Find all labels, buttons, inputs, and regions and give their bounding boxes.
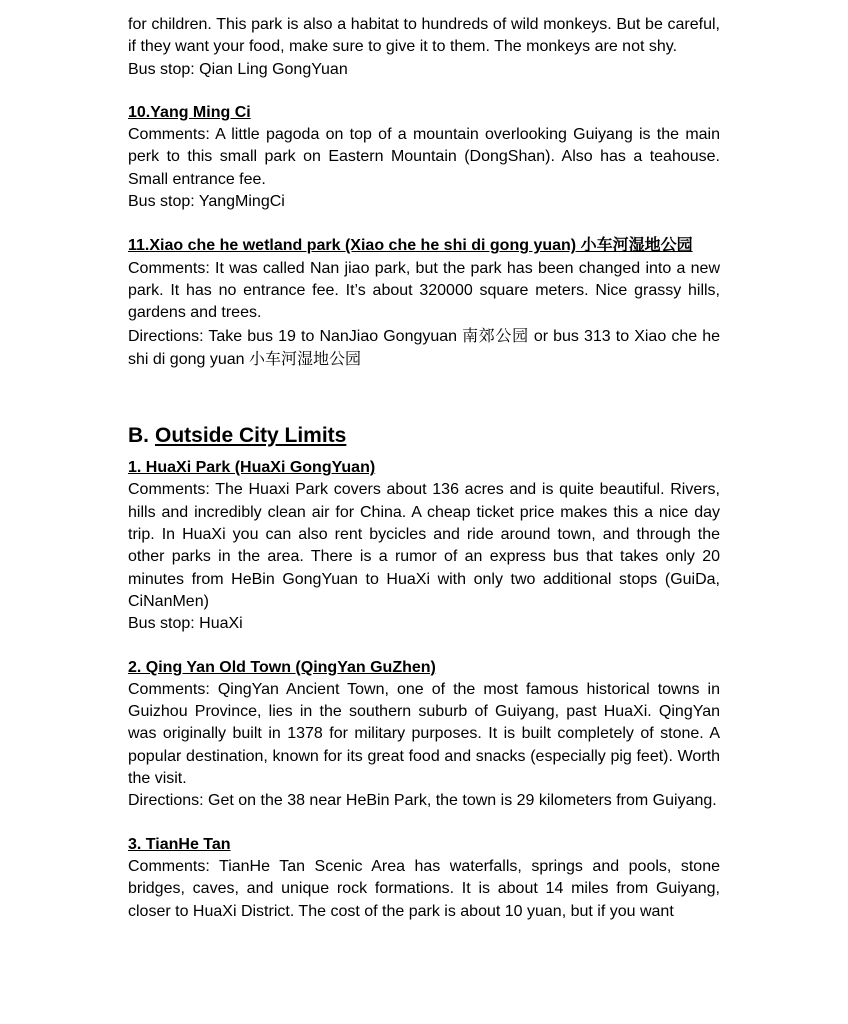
b1-comments: Comments: The Huaxi Park covers about 136 acres and is quite beautiful. Rivers, hills and incredibly clean air for China. A cheap ticket price makes this a nice day trip. In HuaXi you can also rent bycicles and ride around town, and through the other parks in the area. There is a rumor of an express bus that takes only 20 minutes from HeBin GongYuan to HuaXi with only two additional stops (GuiDa, CiNanMen) <box>128 481 720 610</box>
item10-heading <box>128 102 720 124</box>
section-b-title <box>128 423 720 449</box>
section-b-heading-text: Outside City Limits <box>155 424 347 448</box>
item11-directions <box>128 325 720 372</box>
item11-directions-chinese-1: 南郊公园 <box>462 325 529 345</box>
b2-comments: Comments: QingYan Ancient Town, one of the most famous historical towns in Guizhou Province, lies in the southern suburb of Guiyang, past HuaXi. QingYan was originally built in 1378 for military purposes. It is built completely of stone. A popular destination, known for its great food and snacks (especially pig feet). Worth the visit. <box>128 680 720 788</box>
item10-number: 10. <box>128 103 151 121</box>
item10-comments: Comments: A little pagoda on top of a mountain overlooking Guiyang is the main perk to this small park on Eastern Mountain (DongShan). Also has a teahouse. Small entrance fee. <box>128 126 720 188</box>
b3-heading: 3. TianHe Tan <box>128 835 231 853</box>
item10-bus-stop: Bus stop: YangMingCi <box>128 193 285 211</box>
item11-heading <box>128 234 720 257</box>
b2-heading: 2. Qing Yan Old Town (QingYan GuZhen) <box>128 658 436 676</box>
document-page <box>128 14 720 923</box>
item11-title-chinese: 小车河湿地公园 <box>580 235 693 255</box>
item11-title: Xiao che he wetland park (Xiao che he shi di gong yuan) <box>149 237 577 255</box>
item11-directions-chinese-2: 小车河湿地公园 <box>248 348 361 368</box>
item11-directions-part2: or bus 313 to Xiao che he shi di gong yuan <box>128 327 720 368</box>
item11-comments: Comments: It was called Nan jiao park, but the park has been changed into a new park. It has no entrance fee. It’s about 320000 square meters. Nice grassy hills, gardens and trees. <box>128 259 720 322</box>
section-b-letter: B. <box>128 424 149 448</box>
b1-bus-stop: Bus stop: HuaXi <box>128 615 243 633</box>
item10-title: Yang Ming Ci <box>150 103 251 121</box>
intro-bus-stop: Bus stop: Qian Ling GongYuan <box>128 60 348 78</box>
intro-comments: for children. This park is also a habitat to hundreds of wild monkeys. But be careful, if they want your food, make sure to give it to them. The monkeys are not shy. <box>128 16 720 56</box>
b1-heading: 1. HuaXi Park (HuaXi GongYuan) <box>128 459 376 477</box>
b2-directions: Directions: Get on the 38 near HeBin Park, the town is 29 kilometers from Guiyang. <box>128 792 717 810</box>
item11-directions-part1: Directions: Take bus 19 to NanJiao Gongyuan <box>128 327 458 345</box>
b3-comments: Comments: TianHe Tan Scenic Area has waterfalls, springs and pools, stone bridges, caves, and unique rock formations. It is about 14 miles from Guiyang, closer to HuaXi District. The cost of the park is about 10 yuan, but if you want <box>128 857 720 920</box>
item11-number: 11. <box>128 237 150 255</box>
